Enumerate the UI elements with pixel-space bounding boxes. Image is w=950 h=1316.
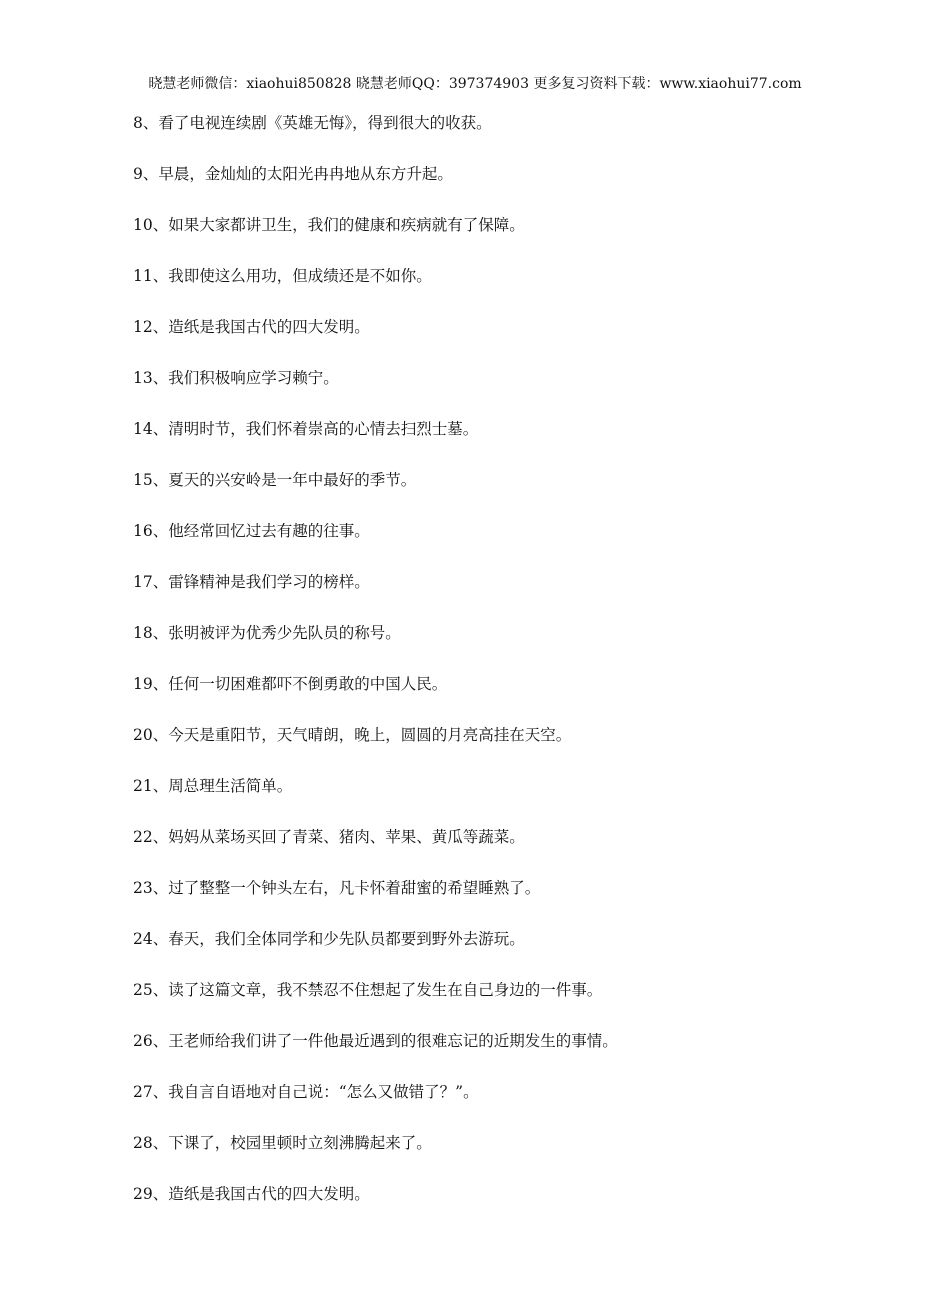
list-item: 24、春天，我们全体同学和少先队员都要到野外去游玩。: [133, 930, 525, 948]
list-item: 18、张明被评为优秀少先队员的称号。: [133, 624, 401, 642]
list-item: 10、如果大家都讲卫生，我们的健康和疾病就有了保障。: [133, 216, 525, 234]
list-item: 22、妈妈从菜场买回了青菜、猪肉、苹果、黄瓜等蔬菜。: [133, 828, 525, 846]
list-item: 19、任何一切困难都吓不倒勇敢的中国人民。: [133, 675, 448, 693]
list-item: 14、清明时节，我们怀着崇高的心情去扫烈士墓。: [133, 420, 479, 438]
list-item: 27、我自言自语地对自己说：“怎么又做错了？”。: [133, 1083, 479, 1101]
list-item: 9、早晨，金灿灿的太阳光冉冉地从东方升起。: [133, 165, 453, 183]
page-header: 晓慧老师微信：xiaohui850828 晓慧老师QQ：397374903 更多复习资料下载：www.xiaohui77.com: [148, 76, 802, 92]
list-item: 12、造纸是我国古代的四大发明。: [133, 318, 370, 336]
list-item: 8、看了电视连续剧《英雄无悔》，得到很大的收获。: [133, 114, 492, 132]
list-item: 23、过了整整一个钟头左右，凡卡怀着甜蜜的希望睡熟了。: [133, 879, 541, 897]
sentence-list: [133, 110, 893, 1232]
list-item: 25、读了这篇文章，我不禁忍不住想起了发生在自己身边的一件事。: [133, 981, 603, 999]
list-item: 13、我们积极响应学习赖宁。: [133, 369, 339, 387]
list-item: 28、下课了，校园里顿时立刻沸腾起来了。: [133, 1134, 432, 1152]
list-item: 26、王老师给我们讲了一件他最近遇到的很难忘记的近期发生的事情。: [133, 1032, 618, 1050]
list-item: 11、我即使这么用功，但成绩还是不如你。: [133, 267, 432, 285]
list-item: 17、雷锋精神是我们学习的榜样。: [133, 573, 370, 591]
list-item: 15、夏天的兴安岭是一年中最好的季节。: [133, 471, 417, 489]
list-item: 29、造纸是我国古代的四大发明。: [133, 1185, 370, 1203]
list-item: 21、周总理生活简单。: [133, 777, 293, 795]
list-item: 16、他经常回忆过去有趣的往事。: [133, 522, 370, 540]
list-item: 20、今天是重阳节，天气晴朗，晚上，圆圆的月亮高挂在天空。: [133, 726, 572, 744]
